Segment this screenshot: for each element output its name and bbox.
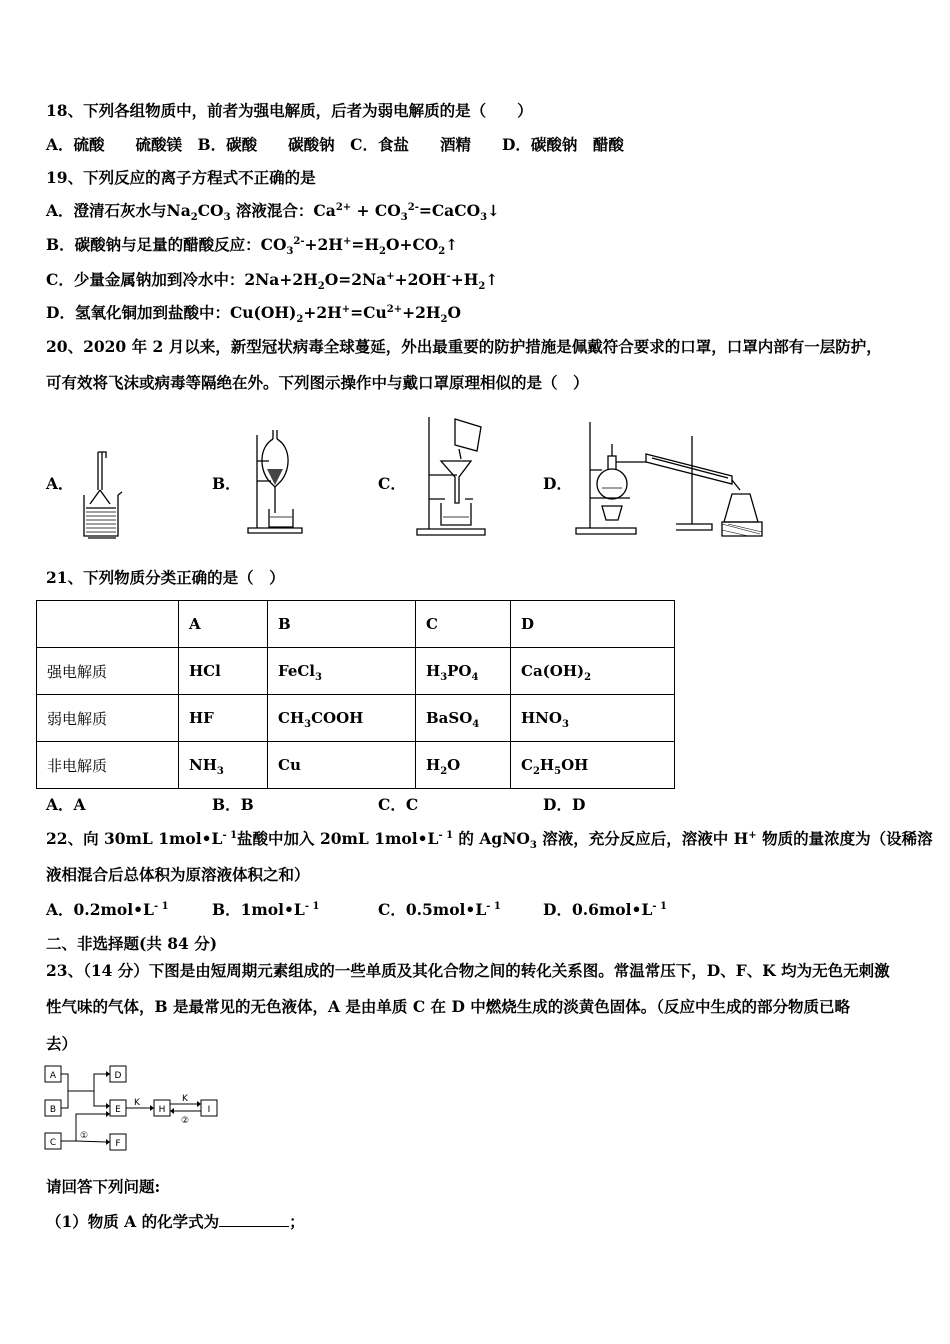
q22-answer-a: A．$0.2mol•L^{- 1}$ <box>46 900 169 919</box>
q18-options: A．硫酸 硫酸镁 B．碳酸 碳酸钠 C．食盐 酒精 D．碳酸钠 醋酸 <box>46 135 624 154</box>
q19-option-d: D．氢氧化铜加到盐酸中：$Cu(OH)_2+2H^+=Cu^{2+}+2H_2O$ <box>46 303 461 326</box>
q21-stem: 21、下列物质分类正确的是（ ） <box>46 568 285 587</box>
table-row <box>37 695 675 742</box>
q23-line1: 23、（14 分）下图是由短周期元素组成的一些单质及其化合物之间的转化关系图。常温常压下，D、F、K 均为无色无刺激 <box>46 961 890 980</box>
q21-answer-b: B．B <box>212 795 254 814</box>
table-cell: BaSO$_4$ <box>416 695 511 742</box>
table-cell: HF <box>179 695 268 742</box>
section-title: 二、非选择题(共 84 分) <box>46 934 218 953</box>
table-cell: A <box>179 601 268 648</box>
table-cell: $H_3PO_4$ <box>416 648 511 695</box>
q18-stem: 18、下列各组物质中，前者为强电解质，后者为弱电解质的是（ ） <box>46 101 533 120</box>
q22-answer-c: C．$0.5mol•L^{- 1}$ <box>378 900 501 919</box>
edge-label-k2: K <box>182 1094 188 1104</box>
q22-answer-b: B．$1mol•L^{- 1}$ <box>212 900 320 919</box>
table-cell: 弱电解质 <box>37 695 179 742</box>
table-cell: $C_2H_5OH$ <box>511 742 675 789</box>
table-cell: Cu <box>268 742 416 789</box>
q22-line2: 液相混合后总体积为原溶液体积之和） <box>46 865 310 884</box>
table-cell: D <box>511 601 675 648</box>
apparatus-a-figure <box>76 450 136 542</box>
q21-answer-d: D．D <box>543 795 586 814</box>
q23-sub1: （1）物质 A 的化学式为 ； <box>46 1212 305 1231</box>
q20-label-b: B． <box>212 474 241 493</box>
table-row <box>37 742 675 789</box>
table-cell: $H_2O$ <box>416 742 511 789</box>
node-h: H <box>158 1105 166 1115</box>
apparatus-d-figure <box>572 414 768 540</box>
q19-option-a: A．澄清石灰水与$Na_2CO_3$ 溶液混合：$Ca^{2+}$ + $CO_3^{2-}=CaCO_3↓$ <box>46 201 501 224</box>
q22-line1: 22、向 30mL $1mol•L^{- 1}$盐酸中加入 20mL $1mol•L^{- 1}$ 的 AgNO$_3$ 溶液，充分反应后，溶液中 H+ 物质的量浓度为（设稀溶 <box>46 829 933 852</box>
node-b: B <box>49 1105 57 1115</box>
table-cell: $NH_3$ <box>179 742 268 789</box>
q23-line2: 性气味的气体，B 是最常见的无色液体，A 是由单质 C 在 D 中燃烧生成的淡黄色固体。（反应中生成的部分物质已略 <box>46 997 851 1016</box>
table-cell <box>37 601 179 648</box>
table-cell: $HNO_3$ <box>511 695 675 742</box>
answer-blank[interactable] <box>219 1210 289 1227</box>
q23-line3: 去） <box>46 1034 78 1053</box>
node-a: A <box>49 1071 57 1081</box>
q20-line2: 可有效将飞沫或病毒等隔绝在外。下列图示操作中与戴口罩原理相似的是（ ） <box>46 373 589 392</box>
table-cell: 非电解质 <box>37 742 179 789</box>
q22-answer-d: D．$0.6mol•L^{- 1}$ <box>543 900 667 919</box>
q21-answer-c: C．C <box>378 795 419 814</box>
q20-label-a: A． <box>46 474 74 493</box>
table-row <box>37 648 675 695</box>
edge-label-k1: K <box>134 1098 140 1108</box>
q20-label-d: D． <box>543 474 572 493</box>
q20-label-c: C． <box>378 474 406 493</box>
apparatus-b-figure <box>245 425 305 537</box>
table-cell: FeCl$_3$ <box>268 648 416 695</box>
table-cell: C <box>416 601 511 648</box>
node-d: D <box>114 1071 122 1081</box>
node-f: F <box>115 1139 121 1149</box>
q19-option-c: C．少量金属钠加到冷水中：$2Na+2H_2O=2Na^++2OH^-+H_2↑$ <box>46 270 499 293</box>
table-cell: B <box>268 601 416 648</box>
edge-label-2: ② <box>180 1116 190 1126</box>
q23-prompt: 请回答下列问题: <box>46 1177 161 1196</box>
node-i: I <box>207 1105 211 1115</box>
table-cell: $Ca(OH)_2$ <box>511 648 675 695</box>
apparatus-c-figure <box>415 415 495 541</box>
node-c: C <box>49 1138 57 1148</box>
edge-label-1: ① <box>79 1131 89 1141</box>
table-cell: $CH_3COOH$ <box>268 695 416 742</box>
q21-answer-a: A．A <box>46 795 86 814</box>
table-header-row <box>37 601 675 648</box>
q19-option-b: B．碳酸钠与足量的醋酸反应：$CO_3^{2-}+2H^+=H_2O+CO_2↑$ <box>46 235 459 258</box>
q19-stem: 19、下列反应的离子方程式不正确的是 <box>46 168 316 187</box>
q20-line1: 20、2020 年 2 月以来，新型冠状病毒全球蔓延，外出最重要的防护措施是佩戴符合要求的口罩，口罩内部有一层防护， <box>46 337 882 356</box>
conversion-diagram <box>44 1062 224 1158</box>
table-cell: HCl <box>179 648 268 695</box>
node-e: E <box>115 1105 121 1115</box>
table-cell: 强电解质 <box>37 648 179 695</box>
q21-table <box>36 600 675 789</box>
